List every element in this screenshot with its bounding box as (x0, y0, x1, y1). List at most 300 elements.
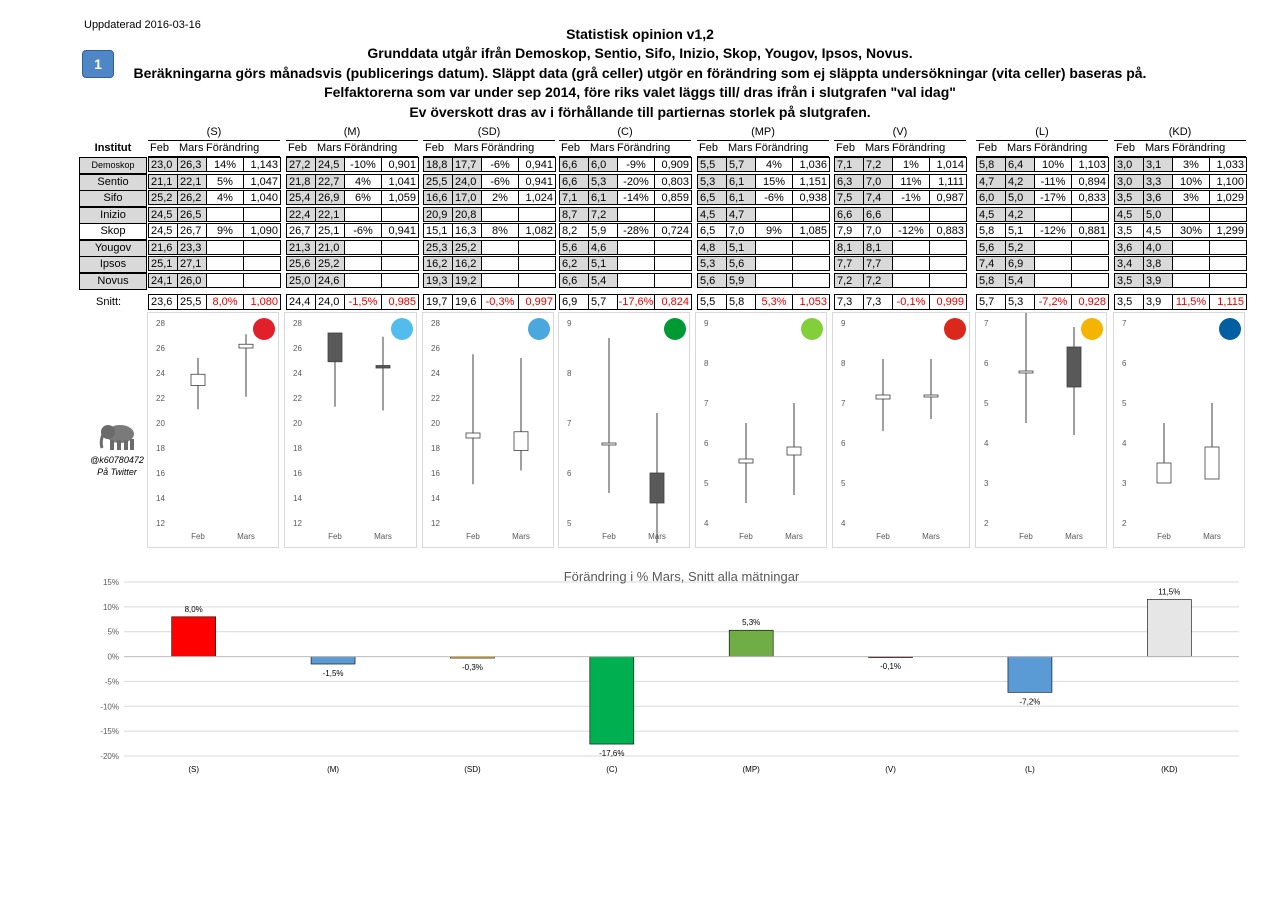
table-cell: 1,100 (1209, 174, 1247, 189)
table-cell: 22,1 (177, 174, 207, 189)
y-tick-label: 9 (567, 319, 572, 328)
snitt-cell: 1,053 (792, 294, 830, 310)
table-cell: 5,6 (976, 240, 1006, 255)
table-cell: 7,0 (863, 223, 893, 238)
table-cell: 4,7 (726, 207, 756, 222)
y-tick-label: 9 (704, 319, 709, 328)
snitt-cell: 1,080 (243, 294, 281, 310)
table-cell: 1% (892, 157, 930, 172)
table-cell: -11% (1034, 174, 1072, 189)
table-cell: 7,2 (588, 207, 618, 222)
y-tick-label: 7 (984, 319, 989, 328)
institute-label: Sentio (79, 174, 147, 191)
y-tick-label: 16 (431, 469, 440, 478)
table-cell: -12% (892, 223, 930, 238)
table-cell: 3,0 (1114, 174, 1144, 189)
institute-label: Inizio (79, 207, 147, 224)
y-tick-label: 22 (431, 394, 440, 403)
table-cell (617, 207, 655, 222)
table-cell: 25,6 (286, 256, 316, 271)
x-tick-label: Mars (512, 532, 530, 541)
y-tick-label: 15% (102, 578, 119, 587)
y-tick-label: 3 (984, 479, 989, 488)
table-cell (518, 207, 556, 222)
snitt-cell: 11,5% (1172, 294, 1210, 310)
table-cell: 1,047 (243, 174, 281, 189)
table-cell (1034, 240, 1072, 255)
table-cell: 0,883 (929, 223, 967, 238)
x-tick-label: Feb (1157, 532, 1171, 541)
table-cell (1034, 256, 1072, 271)
institute-label: Ipsos (79, 256, 147, 273)
table-cell: 10% (1034, 157, 1072, 172)
table-cell (1034, 207, 1072, 222)
table-cell: 7,2 (863, 157, 893, 172)
table-cell: 1,059 (381, 190, 419, 205)
table-cell: 3,5 (1114, 190, 1144, 205)
y-tick-label: 4 (704, 519, 709, 528)
y-tick-label: 10% (102, 602, 119, 612)
x-tick-label: (KD) (1161, 765, 1178, 774)
table-cell: 26,3 (177, 157, 207, 172)
y-tick-label: 6 (1122, 359, 1127, 368)
snitt-cell: -17,6% (618, 296, 654, 308)
x-tick-label: (L) (1025, 765, 1035, 774)
subtitle-line-2: Beräkningarna görs månadsvis (publicerings datum). Släppt data (grå celler) utgör en förändring som ej släppta undersökningar (vita celler) baseras på. (133, 65, 1147, 81)
y-tick-label: 5 (984, 399, 989, 408)
y-tick-label: 6 (567, 469, 572, 478)
snitt-cell: 5,7 (976, 294, 1006, 310)
table-cell: 1,041 (381, 174, 419, 189)
table-cell: 5,1 (1005, 223, 1035, 238)
table-cell (1034, 273, 1072, 288)
y-tick-label: 22 (156, 394, 165, 403)
candle-body (514, 432, 528, 451)
institute-label: Novus (79, 273, 147, 290)
x-tick-label: Mars (785, 532, 803, 541)
candlestick-chart (1113, 312, 1245, 548)
table-cell: 5,8 (976, 157, 1006, 172)
table-cell (1172, 207, 1210, 222)
table-cell: 5,4 (588, 273, 618, 288)
x-tick-label: Mars (922, 532, 940, 541)
table-cell: 5,0 (1143, 207, 1173, 222)
table-cell: 10% (1172, 174, 1210, 189)
col-mars: Mars (1007, 142, 1032, 154)
y-tick-label: 18 (156, 444, 165, 453)
table-cell: 0,901 (381, 157, 419, 172)
table-cell: 21,6 (148, 240, 178, 255)
table-cell: 25,5 (423, 174, 453, 189)
table-cell (755, 207, 793, 222)
data-label: 11,5% (1158, 587, 1181, 597)
table-cell (755, 256, 793, 271)
table-cell: 0,881 (1071, 223, 1109, 238)
table-cell: 23,0 (148, 157, 178, 172)
x-tick-label: Feb (876, 532, 890, 541)
x-tick-label: (M) (327, 765, 340, 774)
y-tick-label: 5 (567, 519, 572, 528)
table-cell: 16,2 (452, 256, 482, 271)
y-tick-label: 4 (1122, 439, 1127, 448)
snitt-cell: -1,5% (344, 294, 382, 310)
party-logo-icon (801, 318, 823, 340)
column-header-row (559, 142, 691, 157)
x-tick-label: Feb (602, 532, 616, 541)
table-cell: 24,5 (315, 157, 345, 172)
party-logo-icon (1081, 318, 1103, 340)
table-cell: 3,5 (1114, 273, 1144, 288)
table-cell: 1,040 (243, 190, 281, 205)
table-cell: 6,2 (559, 256, 589, 271)
table-cell: 6,1 (726, 174, 756, 189)
table-cell: 5,8 (976, 223, 1006, 238)
table-cell: -17% (1034, 190, 1072, 205)
y-tick-label: 14 (156, 494, 165, 503)
page-badge[interactable]: 1 (82, 50, 114, 78)
institut-header: Institut (94, 142, 132, 154)
table-cell: 25,4 (286, 190, 316, 205)
y-tick-label: 24 (293, 369, 302, 378)
table-cell: -1% (892, 190, 930, 205)
y-tick-label: 7 (841, 399, 846, 408)
snitt-cell: 23,6 (148, 294, 178, 310)
table-cell: -14% (617, 190, 655, 205)
table-cell: 5,2 (1005, 240, 1035, 255)
y-tick-label: 2 (1122, 519, 1127, 528)
table-cell: 0,941 (518, 174, 556, 189)
y-tick-label: 26 (293, 344, 302, 353)
table-cell: 16,2 (423, 256, 453, 271)
table-cell: 6,5 (697, 190, 727, 205)
snitt-cell: 7,3 (834, 294, 864, 310)
party-header: (C) (559, 126, 691, 141)
table-cell: 3,3 (1143, 174, 1173, 189)
party-logo-icon (944, 318, 966, 340)
elephant-icon (98, 420, 140, 452)
candle-body (1019, 371, 1033, 373)
col-mars: Mars (590, 142, 615, 154)
snitt-label: Snitt: (96, 296, 122, 308)
table-cell: 0,941 (518, 157, 556, 172)
bar (590, 657, 634, 744)
table-cell: 3% (1172, 157, 1210, 172)
table-cell: 5,1 (726, 240, 756, 255)
table-cell (206, 207, 244, 222)
table-cell: 7,7 (863, 256, 893, 271)
table-cell: 8% (481, 223, 519, 238)
snitt-cell: 24,0 (315, 294, 345, 310)
col-feb: Feb (561, 142, 580, 154)
table-cell: 1,036 (792, 157, 830, 172)
table-cell: 6,4 (1005, 157, 1035, 172)
table-cell (792, 240, 830, 255)
table-cell: -12% (1034, 223, 1072, 238)
table-cell (929, 273, 967, 288)
table-cell (381, 273, 419, 288)
y-tick-label: 18 (431, 444, 440, 453)
party-header: (M) (286, 126, 418, 141)
table-cell: 3,9 (1143, 273, 1173, 288)
change-bar-chart (84, 566, 1244, 781)
party-logo-icon (253, 318, 275, 340)
table-cell: 21,1 (148, 174, 178, 189)
table-cell: 4% (344, 174, 382, 189)
candle-body (466, 433, 480, 438)
table-cell: 6,5 (697, 223, 727, 238)
data-label: -7,2% (1019, 697, 1041, 707)
table-cell (1071, 240, 1109, 255)
table-cell (243, 207, 281, 222)
col-mars: Mars (1145, 142, 1170, 154)
y-tick-label: 24 (431, 369, 440, 378)
col-feb: Feb (150, 142, 169, 154)
y-tick-label: 24 (156, 369, 165, 378)
table-cell: 25,3 (423, 240, 453, 255)
candlestick-chart (422, 312, 554, 548)
table-cell: 22,4 (286, 207, 316, 222)
twitter-credit (86, 454, 148, 478)
candle-body (1205, 447, 1219, 479)
candle-body (602, 443, 616, 445)
table-cell: 5,6 (697, 273, 727, 288)
table-cell: 7,2 (834, 273, 864, 288)
y-tick-label: -10% (100, 702, 119, 712)
subtitle-line-3: Felfaktorerna som var under sep 2014, före riks valet läggs till/ dras ifrån i slutgrafen "val idag" (324, 84, 956, 100)
party-header: (MP) (697, 126, 829, 141)
column-header-row (286, 142, 418, 157)
table-cell (654, 256, 692, 271)
snitt-cell: 0,999 (929, 294, 967, 310)
table-cell: 6,3 (834, 174, 864, 189)
snitt-cell: 7,3 (863, 294, 893, 310)
col-change: Förändring (481, 142, 535, 154)
col-feb: Feb (699, 142, 718, 154)
candle-body (739, 459, 753, 463)
table-cell: 30% (1172, 223, 1210, 238)
x-tick-label: Feb (328, 532, 342, 541)
y-tick-label: 3 (1122, 479, 1127, 488)
table-cell: 17,0 (452, 190, 482, 205)
candle-body (328, 333, 342, 362)
twitter-label: På Twitter (97, 467, 137, 477)
party-header: (V) (834, 126, 966, 141)
x-tick-label: Feb (191, 532, 205, 541)
data-label: -0,3% (461, 663, 483, 673)
y-tick-label: -20% (100, 752, 119, 761)
table-cell: 4,5 (697, 207, 727, 222)
y-tick-label: 26 (156, 344, 165, 353)
table-cell (929, 207, 967, 222)
data-label: -17,6% (599, 749, 625, 759)
y-tick-label: -15% (100, 727, 119, 737)
column-header-row (148, 142, 280, 157)
table-cell: 24,6 (315, 273, 345, 288)
table-cell: 24,0 (452, 174, 482, 189)
table-cell: 15% (755, 174, 793, 189)
table-cell: 27,2 (286, 157, 316, 172)
table-cell: 0,987 (929, 190, 967, 205)
snitt-cell: 0,985 (381, 294, 419, 310)
snitt-cell: 25,5 (177, 294, 207, 310)
table-cell (1209, 207, 1247, 222)
snitt-cell: -7,2% (1034, 294, 1072, 310)
data-label: -0,1% (880, 662, 902, 672)
table-cell: 26,0 (177, 273, 207, 288)
table-cell: 6,6 (559, 157, 589, 172)
table-cell: 0,724 (654, 223, 692, 238)
snitt-cell: 5,3 (1005, 294, 1035, 310)
table-cell: 1,085 (792, 223, 830, 238)
table-cell: 7,2 (863, 273, 893, 288)
table-cell (892, 273, 930, 288)
table-cell: 25,2 (315, 256, 345, 271)
table-cell: 5,7 (726, 157, 756, 172)
table-cell (518, 240, 556, 255)
candle-body (1157, 463, 1171, 483)
subtitle-line-1: Grunddata utgår ifrån Demoskop, Sentio, Sifo, Inizio, Skop, Yougov, Ipsos, Novus. (367, 45, 913, 61)
x-tick-label: (SD) (464, 765, 481, 774)
x-tick-label: Feb (466, 532, 480, 541)
col-change: Förändring (892, 142, 946, 154)
y-tick-label: 12 (431, 519, 440, 528)
party-logo-icon (391, 318, 413, 340)
table-cell: 25,0 (286, 273, 316, 288)
table-cell (381, 240, 419, 255)
column-header-row (697, 142, 829, 157)
institute-label: Yougov (79, 240, 147, 257)
table-cell (792, 256, 830, 271)
table-cell: 8,1 (863, 240, 893, 255)
table-cell: 5,3 (697, 174, 727, 189)
table-cell (1071, 256, 1109, 271)
y-tick-label: 5 (704, 479, 709, 488)
table-cell: 0,803 (654, 174, 692, 189)
candlestick-chart (147, 312, 279, 548)
table-cell (892, 240, 930, 255)
table-cell (518, 273, 556, 288)
snitt-cell: 0,824 (654, 294, 692, 310)
snitt-cell: 24,4 (286, 294, 316, 310)
table-cell: 7,5 (834, 190, 864, 205)
table-cell (1209, 256, 1247, 271)
table-cell: 17,7 (452, 157, 482, 172)
snitt-cell: -0,1% (892, 294, 930, 310)
candlestick-chart (832, 312, 970, 548)
table-cell: 2% (481, 190, 519, 205)
y-tick-label: 14 (293, 494, 302, 503)
party-logo-icon (664, 318, 686, 340)
y-tick-label: 8 (841, 359, 846, 368)
table-cell (243, 240, 281, 255)
col-change: Förändring (1034, 142, 1088, 154)
y-tick-label: 4 (841, 519, 846, 528)
candle-body (376, 366, 390, 369)
bar (1147, 599, 1191, 656)
table-cell (381, 207, 419, 222)
table-cell (344, 240, 382, 255)
table-cell: 6,0 (976, 190, 1006, 205)
table-cell: 21,0 (315, 240, 345, 255)
table-cell (929, 256, 967, 271)
x-tick-label: (MP) (742, 765, 760, 774)
col-change: Förändring (206, 142, 260, 154)
table-cell: 4,8 (697, 240, 727, 255)
table-cell: 18,8 (423, 157, 453, 172)
table-cell (1172, 240, 1210, 255)
table-cell: 0,941 (381, 223, 419, 238)
table-cell: 15,1 (423, 223, 453, 238)
table-cell: 6,6 (834, 207, 864, 222)
candle-body (239, 344, 253, 348)
title-line: Statistisk opinion v1,2 (566, 26, 714, 42)
table-cell: 6,6 (559, 174, 589, 189)
bar (311, 657, 355, 664)
table-cell: 5,1 (588, 256, 618, 271)
table-cell: 19,3 (423, 273, 453, 288)
candle-body (924, 395, 938, 397)
table-cell: 7,0 (863, 174, 893, 189)
y-tick-label: 5 (841, 479, 846, 488)
col-feb: Feb (836, 142, 855, 154)
bar (1008, 657, 1052, 693)
table-cell: 1,103 (1071, 157, 1109, 172)
party-header: (SD) (423, 126, 555, 141)
table-cell: 5,5 (697, 157, 727, 172)
table-cell: 4,2 (1005, 207, 1035, 222)
table-cell: 6,6 (863, 207, 893, 222)
x-tick-label: Feb (1019, 532, 1033, 541)
table-cell: 20,9 (423, 207, 453, 222)
table-cell: 3,6 (1114, 240, 1144, 255)
y-tick-label: 8 (704, 359, 709, 368)
table-cell: 4% (755, 157, 793, 172)
table-cell: 4,5 (976, 207, 1006, 222)
table-cell (243, 273, 281, 288)
y-tick-label: 5% (107, 627, 119, 637)
table-cell: 7,9 (834, 223, 864, 238)
y-tick-label: 26 (431, 344, 440, 353)
y-tick-label: 18 (293, 444, 302, 453)
table-cell: 25,2 (452, 240, 482, 255)
y-tick-label: 5 (1122, 399, 1127, 408)
snitt-cell: 3,5 (1114, 294, 1144, 310)
table-cell: 5,6 (559, 240, 589, 255)
table-cell: 1,143 (243, 157, 281, 172)
table-cell (344, 207, 382, 222)
table-cell: 1,082 (518, 223, 556, 238)
table-cell: 5,8 (976, 273, 1006, 288)
col-mars: Mars (728, 142, 753, 154)
candle-body (787, 447, 801, 455)
table-cell: 16,3 (452, 223, 482, 238)
table-cell: 14% (206, 157, 244, 172)
table-cell: 6,9 (1005, 256, 1035, 271)
col-change: Förändring (344, 142, 398, 154)
table-cell (654, 240, 692, 255)
y-tick-label: 22 (293, 394, 302, 403)
table-cell: 8,1 (834, 240, 864, 255)
snitt-cell: 8,0% (206, 294, 244, 310)
table-cell (792, 273, 830, 288)
bar (172, 617, 216, 657)
y-tick-label: 16 (156, 469, 165, 478)
table-cell: 1,090 (243, 223, 281, 238)
y-tick-label: 20 (293, 419, 302, 428)
data-label: -1,5% (322, 669, 344, 679)
col-feb: Feb (288, 142, 307, 154)
y-tick-label: 7 (704, 399, 709, 408)
